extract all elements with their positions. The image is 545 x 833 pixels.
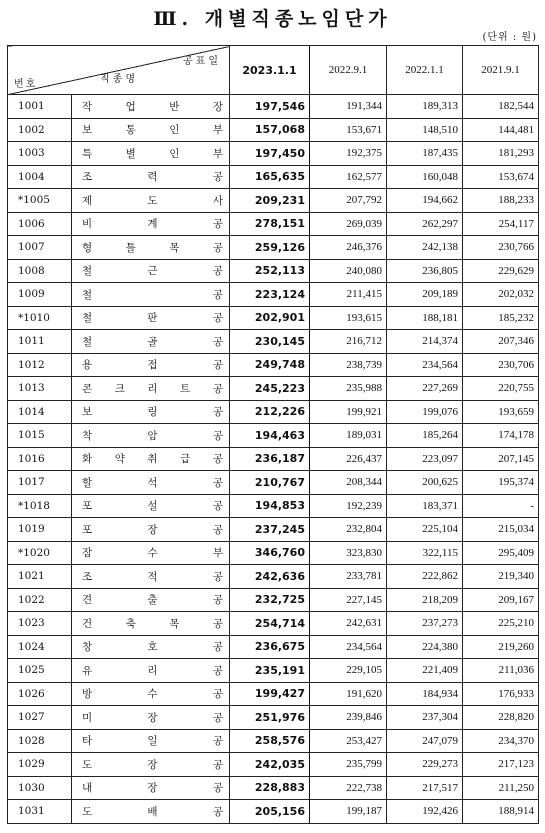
job-name-text: 철 근 공: [82, 265, 223, 278]
wage-value: 234,564: [387, 353, 463, 377]
table-row: [8, 259, 539, 283]
wage-value: 254,117: [463, 212, 539, 236]
job-name-text: 타 일 공: [82, 735, 223, 748]
wage-value: 222,862: [387, 565, 463, 589]
job-code: 1028: [8, 729, 72, 753]
job-code: 1016: [8, 447, 72, 471]
wage-current: 230,145: [230, 330, 310, 354]
job-code: *1020: [8, 541, 72, 565]
job-name-text: 포 설 공: [82, 500, 223, 513]
wage-current: 346,760: [230, 541, 310, 565]
wage-value: 176,933: [463, 682, 539, 706]
wage-current: 242,035: [230, 753, 310, 777]
wage-value: 192,239: [310, 494, 387, 518]
wage-value: 207,792: [310, 189, 387, 213]
job-name: [72, 800, 230, 824]
wage-current: 199,427: [230, 682, 310, 706]
wage-value: 227,145: [310, 588, 387, 612]
wage-value: 182,544: [463, 95, 539, 119]
date-header-current: 2023.1.1: [230, 46, 310, 95]
wage-current: 258,576: [230, 729, 310, 753]
job-name: [72, 212, 230, 236]
job-code: 1006: [8, 212, 72, 236]
table-row: [8, 800, 539, 824]
page-title: Ⅲ. 개별직종노임단가: [153, 8, 392, 30]
job-code: 1023: [8, 612, 72, 636]
wage-value: 217,123: [463, 753, 539, 777]
wage-value: 322,115: [387, 541, 463, 565]
table-row: [8, 729, 539, 753]
job-name-text: 보 링 공: [82, 406, 223, 419]
wage-current: 209,231: [230, 189, 310, 213]
wage-value: 211,036: [463, 659, 539, 683]
table-row: [8, 753, 539, 777]
table-row: [8, 353, 539, 377]
job-name-text: 제 도 사: [82, 194, 223, 207]
date-header-label: 공표일: [183, 56, 221, 67]
job-name: [72, 494, 230, 518]
table-row: [8, 189, 539, 213]
job-code: 1013: [8, 377, 72, 401]
wage-value: 235,988: [310, 377, 387, 401]
wage-current: 210,767: [230, 471, 310, 495]
wage-current: 236,675: [230, 635, 310, 659]
job-code: 1007: [8, 236, 72, 260]
wage-value: 214,374: [387, 330, 463, 354]
job-code: 1022: [8, 588, 72, 612]
job-name-text: 착 암 공: [82, 429, 223, 442]
wage-current: 249,748: [230, 353, 310, 377]
wage-value: 246,376: [310, 236, 387, 260]
wage-value: 185,264: [387, 424, 463, 448]
job-code: 1025: [8, 659, 72, 683]
wage-value: 230,706: [463, 353, 539, 377]
wage-current: 237,245: [230, 518, 310, 542]
job-name: [72, 353, 230, 377]
table-row: [8, 682, 539, 706]
job-code: 1027: [8, 706, 72, 730]
job-name: [72, 400, 230, 424]
table-row: [8, 283, 539, 307]
job-name: [72, 659, 230, 683]
table-row: [8, 635, 539, 659]
job-name-text: 형 틀 목 공: [82, 241, 223, 254]
wage-value: 202,032: [463, 283, 539, 307]
job-code: 1021: [8, 565, 72, 589]
wage-value: 192,426: [387, 800, 463, 824]
table-row: [8, 424, 539, 448]
wage-value: 234,370: [463, 729, 539, 753]
wage-value: 187,435: [387, 142, 463, 166]
date-header: 2022.1.1: [387, 46, 463, 95]
wage-value: 215,034: [463, 518, 539, 542]
table-row: [8, 447, 539, 471]
wage-value: 228,820: [463, 706, 539, 730]
wage-value: 229,629: [463, 259, 539, 283]
wage-value: 188,914: [463, 800, 539, 824]
wage-value: 219,260: [463, 635, 539, 659]
wage-current: 236,187: [230, 447, 310, 471]
job-code: 1001: [8, 95, 72, 119]
table-row: [8, 330, 539, 354]
wage-value: 153,674: [463, 165, 539, 189]
job-name: [72, 377, 230, 401]
job-name: [72, 306, 230, 330]
wage-current: 252,113: [230, 259, 310, 283]
wage-value: 229,105: [310, 659, 387, 683]
wage-current: 194,463: [230, 424, 310, 448]
job-name-text: 건 축 목 공: [82, 617, 223, 630]
table-row: [8, 494, 539, 518]
wage-value: 227,269: [387, 377, 463, 401]
job-name: [72, 259, 230, 283]
wage-value: 199,187: [310, 800, 387, 824]
wage-current: 254,714: [230, 612, 310, 636]
wage-value: 242,631: [310, 612, 387, 636]
wage-value: 229,273: [387, 753, 463, 777]
job-name-text: 할 석 공: [82, 476, 223, 489]
wage-value: 247,079: [387, 729, 463, 753]
job-name: [72, 753, 230, 777]
job-name: [72, 142, 230, 166]
job-name: [72, 682, 230, 706]
wage-current: 194,853: [230, 494, 310, 518]
wage-value: 193,615: [310, 306, 387, 330]
table-row: [8, 565, 539, 589]
wage-value: 207,145: [463, 447, 539, 471]
job-name-text: 용 접 공: [82, 359, 223, 372]
wage-value: 238,739: [310, 353, 387, 377]
table-row: [8, 118, 539, 142]
table-row: [8, 165, 539, 189]
wage-value: 189,031: [310, 424, 387, 448]
wage-value: 211,250: [463, 776, 539, 800]
job-name-text: 특 별 인 부: [82, 147, 223, 160]
wage-value: 236,805: [387, 259, 463, 283]
job-name-text: 콘 크 리 트 공: [82, 382, 223, 395]
job-name: [72, 236, 230, 260]
wage-value: 230,766: [463, 236, 539, 260]
job-name-text: 비 계 공: [82, 218, 223, 231]
wage-value: 208,344: [310, 471, 387, 495]
job-code: 1003: [8, 142, 72, 166]
wage-value: 240,080: [310, 259, 387, 283]
table-row: [8, 212, 539, 236]
job-name-text: 방 수 공: [82, 688, 223, 701]
wage-value: 200,625: [387, 471, 463, 495]
job-header-label: 직종명: [100, 74, 138, 85]
wage-value: 225,210: [463, 612, 539, 636]
job-name: [72, 447, 230, 471]
job-code: 1008: [8, 259, 72, 283]
table-row: [8, 400, 539, 424]
job-name: [72, 424, 230, 448]
wage-value: 211,415: [310, 283, 387, 307]
wage-current: 259,126: [230, 236, 310, 260]
wage-current: 165,635: [230, 165, 310, 189]
wage-value: 148,510: [387, 118, 463, 142]
table-row: [8, 306, 539, 330]
job-name-text: 철 판 공: [82, 312, 223, 325]
job-name: [72, 95, 230, 119]
wage-value: 295,409: [463, 541, 539, 565]
wage-value: 189,313: [387, 95, 463, 119]
job-name: [72, 541, 230, 565]
wage-value: 195,374: [463, 471, 539, 495]
job-name: [72, 729, 230, 753]
job-name-text: 철 골 공: [82, 335, 223, 348]
wage-value: 234,564: [310, 635, 387, 659]
wage-current: 205,156: [230, 800, 310, 824]
wage-value: 207,346: [463, 330, 539, 354]
wage-value: 235,799: [310, 753, 387, 777]
table-row: [8, 377, 539, 401]
unit-note: (단위 : 원): [482, 32, 537, 43]
job-name: [72, 118, 230, 142]
wage-value: 184,934: [387, 682, 463, 706]
wage-value: 217,517: [387, 776, 463, 800]
job-name: [72, 635, 230, 659]
wage-current: 197,546: [230, 95, 310, 119]
wage-current: 212,226: [230, 400, 310, 424]
date-header: 2022.9.1: [310, 46, 387, 95]
wage-value: 219,340: [463, 565, 539, 589]
table-row: [8, 706, 539, 730]
job-code: *1010: [8, 306, 72, 330]
job-name: [72, 518, 230, 542]
job-code: 1009: [8, 283, 72, 307]
wage-value: 226,437: [310, 447, 387, 471]
wage-value: 233,781: [310, 565, 387, 589]
wage-value: 224,380: [387, 635, 463, 659]
wage-value: 199,921: [310, 400, 387, 424]
wage-value: 192,375: [310, 142, 387, 166]
wage-value: 242,138: [387, 236, 463, 260]
wage-current: 228,883: [230, 776, 310, 800]
job-name: [72, 706, 230, 730]
wage-value: 223,097: [387, 447, 463, 471]
job-code: 1031: [8, 800, 72, 824]
wage-value: 153,671: [310, 118, 387, 142]
wage-value: 193,659: [463, 400, 539, 424]
job-code: 1017: [8, 471, 72, 495]
table-row: [8, 236, 539, 260]
wage-value: 218,209: [387, 588, 463, 612]
wage-value: 160,048: [387, 165, 463, 189]
job-name-text: 잠 수 부: [82, 547, 223, 560]
job-code: 1002: [8, 118, 72, 142]
job-name: [72, 612, 230, 636]
table-row: [8, 471, 539, 495]
table-row: [8, 142, 539, 166]
wage-value: 209,189: [387, 283, 463, 307]
job-name: [72, 165, 230, 189]
job-code: 1011: [8, 330, 72, 354]
job-name-text: 화 약 취 급 공: [82, 453, 223, 466]
job-code: 1026: [8, 682, 72, 706]
job-name-text: 도 장 공: [82, 758, 223, 771]
wage-value: 191,620: [310, 682, 387, 706]
wage-table: [7, 45, 539, 824]
wage-value: 237,304: [387, 706, 463, 730]
table-row: [8, 612, 539, 636]
wage-current: 157,068: [230, 118, 310, 142]
job-name-text: 철 공: [82, 288, 223, 301]
job-name-text: 유 리 공: [82, 664, 223, 677]
job-name-text: 내 장 공: [82, 782, 223, 795]
job-name: [72, 776, 230, 800]
wage-value: 209,167: [463, 588, 539, 612]
table-row: [8, 518, 539, 542]
wage-value: 188,233: [463, 189, 539, 213]
code-header-label: 번호: [14, 79, 38, 90]
job-code: 1019: [8, 518, 72, 542]
job-code: *1005: [8, 189, 72, 213]
job-name: [72, 588, 230, 612]
wage-value: 232,804: [310, 518, 387, 542]
wage-value: 323,830: [310, 541, 387, 565]
wage-current: 242,636: [230, 565, 310, 589]
wage-current: 245,223: [230, 377, 310, 401]
wage-value: -: [463, 494, 539, 518]
job-code: 1004: [8, 165, 72, 189]
wage-value: 220,755: [463, 377, 539, 401]
wage-current: 202,901: [230, 306, 310, 330]
table-row: [8, 588, 539, 612]
wage-value: 269,039: [310, 212, 387, 236]
table-row: [8, 659, 539, 683]
job-name-text: 도 배 공: [82, 805, 223, 818]
wage-value: 185,232: [463, 306, 539, 330]
table-row: [8, 776, 539, 800]
wage-value: 262,297: [387, 212, 463, 236]
wage-value: 239,846: [310, 706, 387, 730]
date-header: 2021.9.1: [463, 46, 539, 95]
job-name-text: 보 통 인 부: [82, 124, 223, 137]
wage-value: 144,481: [463, 118, 539, 142]
wage-current: 235,191: [230, 659, 310, 683]
job-name: [72, 283, 230, 307]
wage-value: 174,178: [463, 424, 539, 448]
job-code: 1029: [8, 753, 72, 777]
header-row: [8, 46, 539, 95]
wage-value: 162,577: [310, 165, 387, 189]
job-code: 1024: [8, 635, 72, 659]
wage-current: 251,976: [230, 706, 310, 730]
wage-current: 278,151: [230, 212, 310, 236]
wage-value: 253,427: [310, 729, 387, 753]
job-code: 1015: [8, 424, 72, 448]
wage-current: 197,450: [230, 142, 310, 166]
wage-value: 222,738: [310, 776, 387, 800]
job-code: *1018: [8, 494, 72, 518]
wage-value: 216,712: [310, 330, 387, 354]
wage-value: 237,273: [387, 612, 463, 636]
wage-value: 194,662: [387, 189, 463, 213]
job-name: [72, 565, 230, 589]
wage-value: 221,409: [387, 659, 463, 683]
job-name-text: 조 력 공: [82, 171, 223, 184]
wage-current: 232,725: [230, 588, 310, 612]
job-code: 1012: [8, 353, 72, 377]
job-name: [72, 471, 230, 495]
diagonal-header-cell: [8, 46, 230, 95]
table-body: [8, 95, 539, 824]
job-code: 1030: [8, 776, 72, 800]
job-code: 1014: [8, 400, 72, 424]
wage-value: 183,371: [387, 494, 463, 518]
job-name: [72, 189, 230, 213]
job-name-text: 창 호 공: [82, 641, 223, 654]
job-name-text: 미 장 공: [82, 711, 223, 724]
job-name-text: 작 업 반 장: [82, 100, 223, 113]
job-name-text: 견 출 공: [82, 594, 223, 607]
table-row: [8, 95, 539, 119]
wage-value: 191,344: [310, 95, 387, 119]
table-row: [8, 541, 539, 565]
wage-value: 181,293: [463, 142, 539, 166]
job-name: [72, 330, 230, 354]
wage-current: 223,124: [230, 283, 310, 307]
wage-value: 188,181: [387, 306, 463, 330]
job-name-text: 조 적 공: [82, 570, 223, 583]
wage-value: 225,104: [387, 518, 463, 542]
wage-value: 199,076: [387, 400, 463, 424]
job-name-text: 포 장 공: [82, 523, 223, 536]
